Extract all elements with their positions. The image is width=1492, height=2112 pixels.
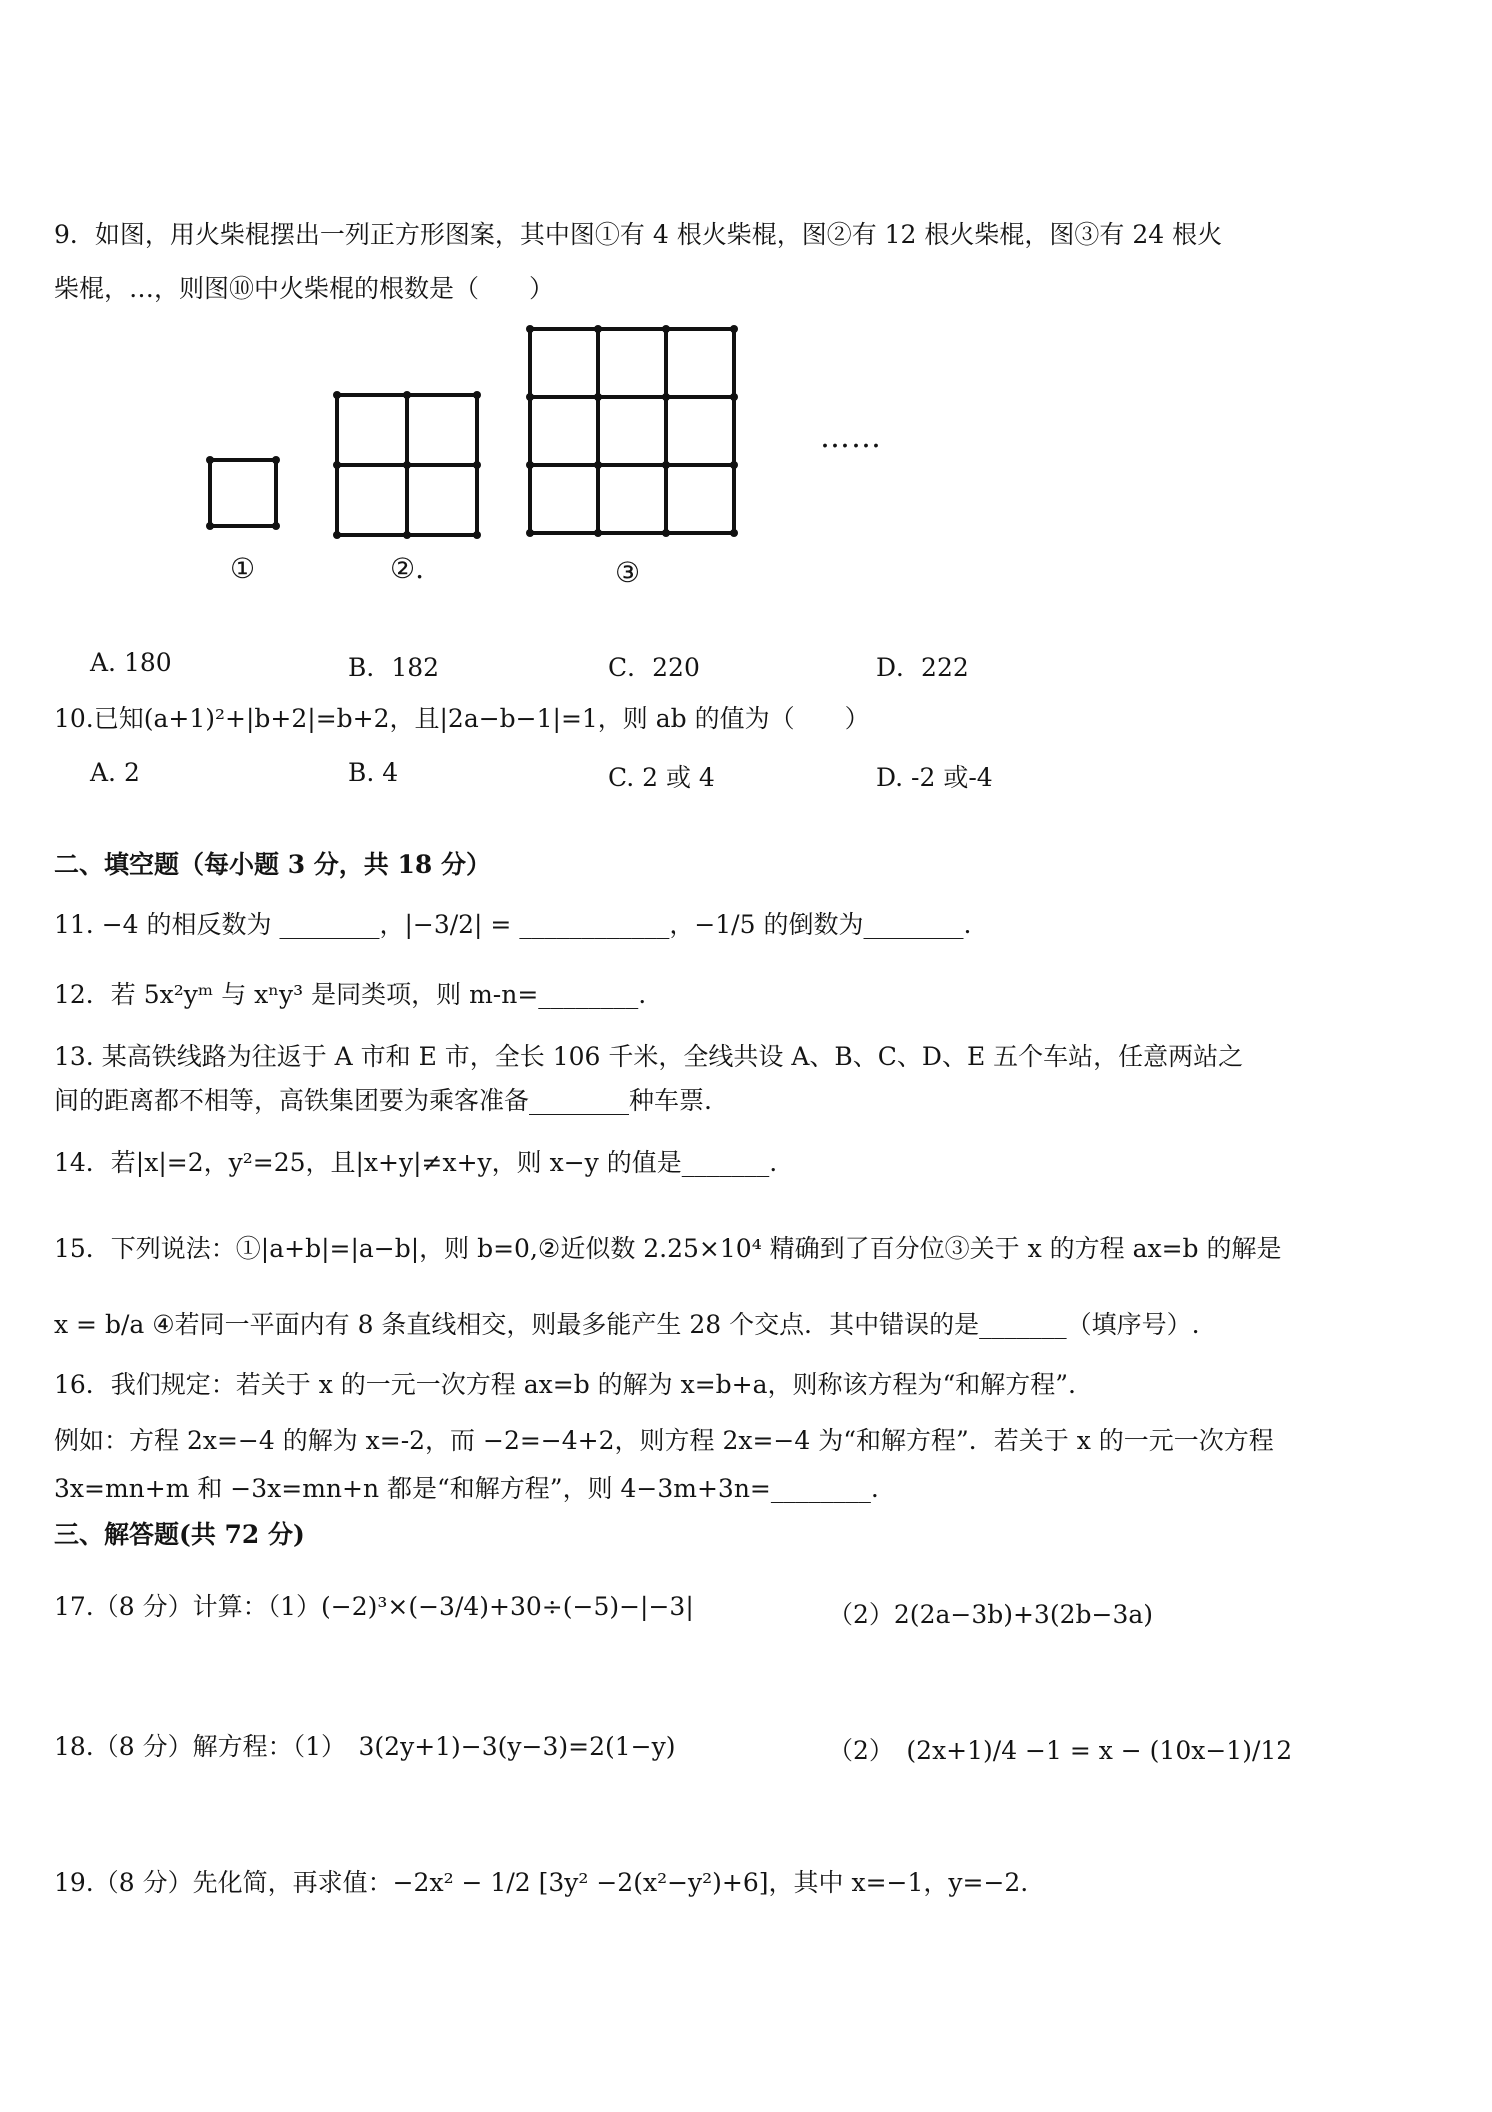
q9-option-d: D．222 bbox=[876, 653, 969, 682]
q9-stem-line1: 9．如图，用火柴棍摆出一列正方形图案，其中图①有 4 根火柴棍，图②有 12 根火柴棍，图③有 24 根火 bbox=[54, 220, 1223, 249]
figure-2-label: ②. bbox=[390, 552, 425, 585]
q9-option-b: B．182 bbox=[348, 653, 440, 682]
figure-3-label: ③ bbox=[615, 556, 641, 589]
q9-options bbox=[90, 648, 1390, 684]
q18-part2: （2） (2x+1)/4 −1 = x − (10x−1)/12 bbox=[828, 1736, 1293, 1765]
q18-part1: 18.（8 分）解方程：（1） 3(2y+1)−3(y−3)=2(1−y) bbox=[54, 1732, 676, 1761]
q10-options bbox=[90, 758, 1390, 794]
q16-line2: 例如：方程 2x=−4 的解为 x=-2，而 −2=−4+2，则方程 2x=−4 为“和解方程”．若关于 x 的一元一次方程 bbox=[54, 1426, 1274, 1455]
figure-3-grid bbox=[526, 325, 738, 537]
figure-ellipsis: …… bbox=[820, 420, 882, 455]
q12: 12．若 5x²yᵐ 与 xⁿy³ 是同类项，则 m-n=________. bbox=[54, 980, 647, 1009]
q10-option-a: A. 2 bbox=[90, 758, 140, 787]
q16-line1: 16．我们规定：若关于 x 的一元一次方程 ax=b 的解为 x=b+a，则称该方程为“和解方程”． bbox=[54, 1370, 1094, 1399]
q10-option-c: C. 2 或 4 bbox=[608, 763, 715, 792]
q11: 11. −4 的相反数为 ________，|−3/2| = ____________，−1/5 的倒数为________. bbox=[54, 910, 972, 939]
section-3-title: 三、解答题(共 72 分) bbox=[54, 1520, 305, 1549]
q17-part1: 17.（8 分）计算：（1）(−2)³×(−3/4)+30÷(−5)−|−3| bbox=[54, 1592, 694, 1621]
q17-part2: （2）2(2a−3b)+3(2b−3a) bbox=[828, 1600, 1154, 1629]
matchstick-figure-svg bbox=[190, 320, 990, 600]
figure-2-grid bbox=[333, 391, 481, 539]
figure-1-label: ① bbox=[230, 552, 256, 585]
q13-line1: 13. 某高铁线路为往返于 A 市和 E 市，全长 106 千米，全线共设 A、B、C、D、E 五个车站，任意两站之 bbox=[54, 1042, 1244, 1071]
q16-line3: 3x=mn+m 和 −3x=mn+n 都是“和解方程”，则 4−3m+3n=________. bbox=[54, 1474, 879, 1503]
q15-line2: x = b/a ④若同一平面内有 8 条直线相交，则最多能产生 28 个交点．其中错误的是_______（填序号）. bbox=[54, 1310, 1200, 1339]
q10-stem: 10.已知(a+1)²+|b+2|=b+2，且|2a−b−1|=1，则 ab 的值为（ ） bbox=[54, 704, 870, 733]
q13-line2: 间的距离都不相等，高铁集团要为乘客准备________种车票. bbox=[54, 1086, 712, 1115]
q9-stem-line2: 柴棍，…，则图⑩中火柴棍的根数是（ ） bbox=[54, 274, 555, 303]
section-2-title: 二、填空题（每小题 3 分，共 18 分） bbox=[54, 850, 492, 879]
matchstick-figures bbox=[190, 320, 990, 600]
figure-1-grid bbox=[206, 456, 280, 530]
q9-option-c: C．220 bbox=[608, 653, 700, 682]
q15-line1: 15．下列说法：①|a+b|=|a−b|，则 b=0,②近似数 2.25×10⁴ 精确到了百分位③关于 x 的方程 ax=b 的解是 bbox=[54, 1234, 1282, 1263]
q19: 19.（8 分）先化简，再求值：−2x² − 1/2 [3y² −2(x²−y²)+6]，其中 x=−1，y=−2. bbox=[54, 1868, 1029, 1897]
q10-option-d: D. -2 或-4 bbox=[876, 763, 993, 792]
q9-option-a: A. 180 bbox=[90, 648, 172, 677]
q10-option-b: B. 4 bbox=[348, 758, 399, 787]
q14: 14．若|x|=2，y²=25，且|x+y|≠x+y，则 x−y 的值是_______. bbox=[54, 1148, 778, 1177]
